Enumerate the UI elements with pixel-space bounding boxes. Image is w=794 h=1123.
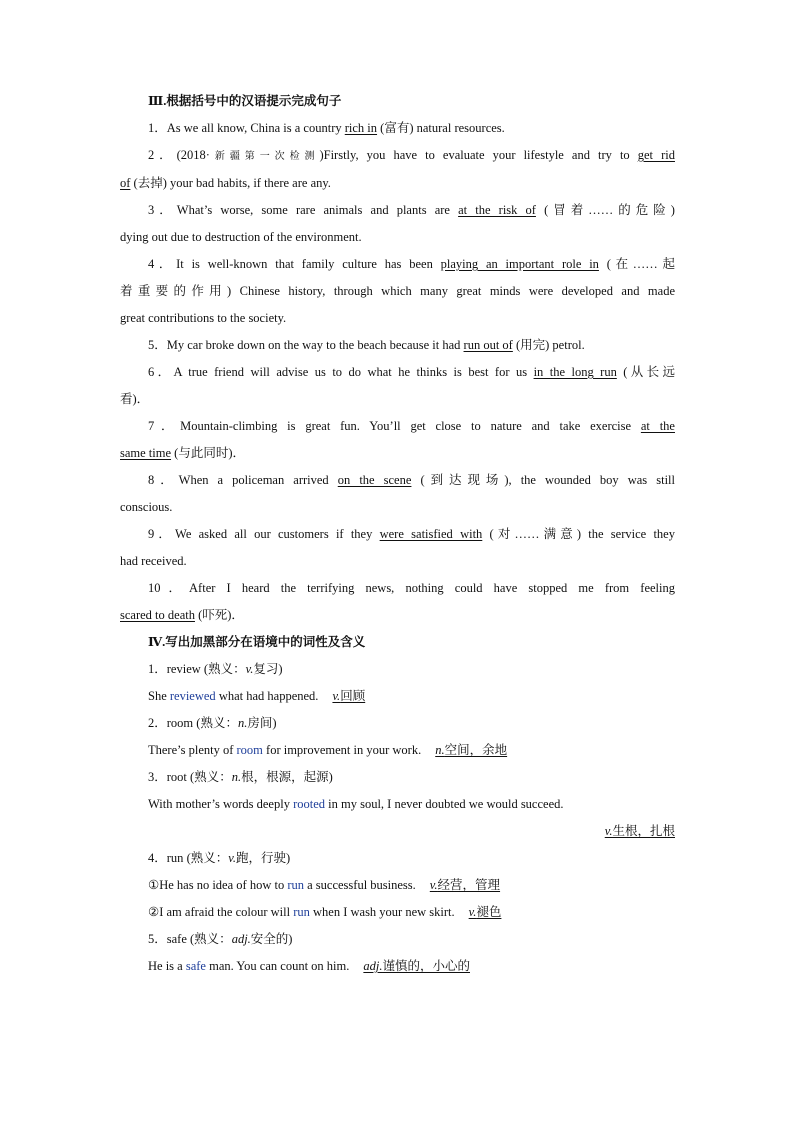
s3-item-6-cont: 看)． <box>120 392 150 406</box>
s4-item-2-sentence: There’s plenty of room for improvement in your work. n.空间，余地 <box>148 743 508 757</box>
answer: were satisfied with <box>379 527 483 541</box>
answer: run out of <box>463 338 513 352</box>
answer: n.空间，余地 <box>435 743 508 757</box>
s4-item-3-answer-line <box>120 818 675 845</box>
highlighted-word: run <box>293 905 310 919</box>
s3-item-10: 10．After I heard the terrifying news, nothing could have stopped me from feeling <box>148 581 675 595</box>
answer: v.经营，管理 <box>429 878 501 892</box>
highlighted-word: run <box>287 878 304 892</box>
highlighted-word: room <box>236 743 263 757</box>
answer: same time <box>120 446 172 460</box>
keyword: room <box>166 716 194 730</box>
item-number: 5． <box>148 338 167 352</box>
answer: of <box>120 176 131 190</box>
s3-item-3: 3．What’s worse, some rare animals and plants are at the risk of (冒着……的危险) <box>148 203 675 217</box>
answer: at the <box>640 419 675 433</box>
highlighted-word: safe <box>185 959 206 973</box>
item-number: 8． <box>148 473 179 487</box>
s4-item-1-sentence: She reviewed what had happened. v.回顾 <box>148 689 366 703</box>
item-number: 7． <box>148 419 181 433</box>
keyword: root <box>166 770 187 784</box>
item-number: 4． <box>148 257 177 271</box>
answer: v.褪色 <box>468 905 502 919</box>
answer: scared to death <box>120 608 195 622</box>
item-number: 9． <box>148 527 176 541</box>
s4-item-3-sentence: With mother’s words deeply rooted in my soul, I never doubted we would succeed. <box>148 797 564 811</box>
s4-item-3-head: 3．root (熟义：n.根，根源，起源) <box>148 770 333 784</box>
s3-item-9: 9．We asked all our customers if they were satisfied with (对……满意) the service they <box>148 527 675 541</box>
s4-item-4-sub-1: ①He has no idea of how to run a successful business. v.经营，管理 <box>148 878 501 892</box>
keyword: safe <box>166 932 187 946</box>
item-number: 6． <box>148 365 174 379</box>
source-note: 新疆第一次检测 <box>209 151 320 162</box>
s4-item-1-head: 1．review (熟义：v.复习) <box>148 662 283 676</box>
s3-item-8: 8．When a policeman arrived on the scene (到达现场), the wounded boy was still <box>148 473 675 487</box>
s3-item-7: 7．Mountain-climbing is great fun. You’ll get close to nature and take exercise at the <box>148 419 675 433</box>
s3-item-7-cont: same time (与此同时)． <box>120 446 245 460</box>
worksheet-page <box>120 88 675 980</box>
s4-item-4-sub-2: ②I am afraid the colour will run when I wash your new skirt. v.褪色 <box>148 905 502 919</box>
answer: in the long run <box>533 365 617 379</box>
highlighted-word: reviewed <box>169 689 216 703</box>
section-4-title: Ⅳ.写出加黑部分在语境中的词性及含义 <box>148 635 366 649</box>
s3-item-4-cont: 着重要的作用) Chinese history, through which many great minds were developed and made <box>120 284 675 298</box>
answer: playing an important role in <box>440 257 599 271</box>
s3-item-6: 6．A true friend will advise us to do what he thinks is best for us in the long run (从长远 <box>148 365 675 379</box>
s3-item-5: 5．My car broke down on the way to the beach because it had run out of (用完) petrol. <box>148 338 585 352</box>
s3-item-3-cont: dying out due to destruction of the environment. <box>120 230 362 244</box>
item-number: 1． <box>148 121 167 135</box>
s4-item-2-head: 2．room (熟义：n.房间) <box>148 716 277 730</box>
s3-item-10-cont: scared to death (吓死)． <box>120 608 244 622</box>
answer: v.回顾 <box>332 689 366 703</box>
answer: adj.谨慎的，小心的 <box>363 959 470 973</box>
s3-item-1: 1．As we all know, China is a country rich in (富有) natural resources. <box>148 121 505 135</box>
s4-item-5-head: 5．safe (熟义：adj.安全的) <box>148 932 293 946</box>
answer: at the risk of <box>458 203 536 217</box>
answer: rich in <box>344 121 378 135</box>
item-number: 3． <box>148 203 177 217</box>
s3-item-4-cont2: great contributions to the society. <box>120 311 287 325</box>
keyword: review <box>166 662 201 676</box>
item-number: 2． <box>148 148 177 162</box>
highlighted-word: rooted <box>293 797 326 811</box>
answer: v.生根，扎根 <box>604 824 675 838</box>
s3-item-2-cont: of (去掉) your bad habits, if there are any. <box>120 176 331 190</box>
answer: on the scene <box>337 473 412 487</box>
s4-item-4-head: 4．run (熟义：v.跑，行驶) <box>148 851 291 865</box>
keyword: run <box>166 851 184 865</box>
s3-item-9-cont: had received. <box>120 554 187 568</box>
s4-item-5-sentence: He is a safe man. You can count on him. adj.谨慎的，小心的 <box>148 959 470 973</box>
s3-item-2: 2．(2018·新疆第一次检测)Firstly, you have to evaluate your lifestyle and try to get rid <box>148 148 675 162</box>
section-3-title: Ⅲ.根据括号中的汉语提示完成句子 <box>148 94 342 108</box>
item-number: 10． <box>148 581 190 595</box>
s3-item-4: 4．It is well-known that family culture has been playing an important role in (在……起 <box>148 257 675 271</box>
answer: get rid <box>637 148 675 162</box>
s3-item-8-cont: conscious. <box>120 500 173 514</box>
